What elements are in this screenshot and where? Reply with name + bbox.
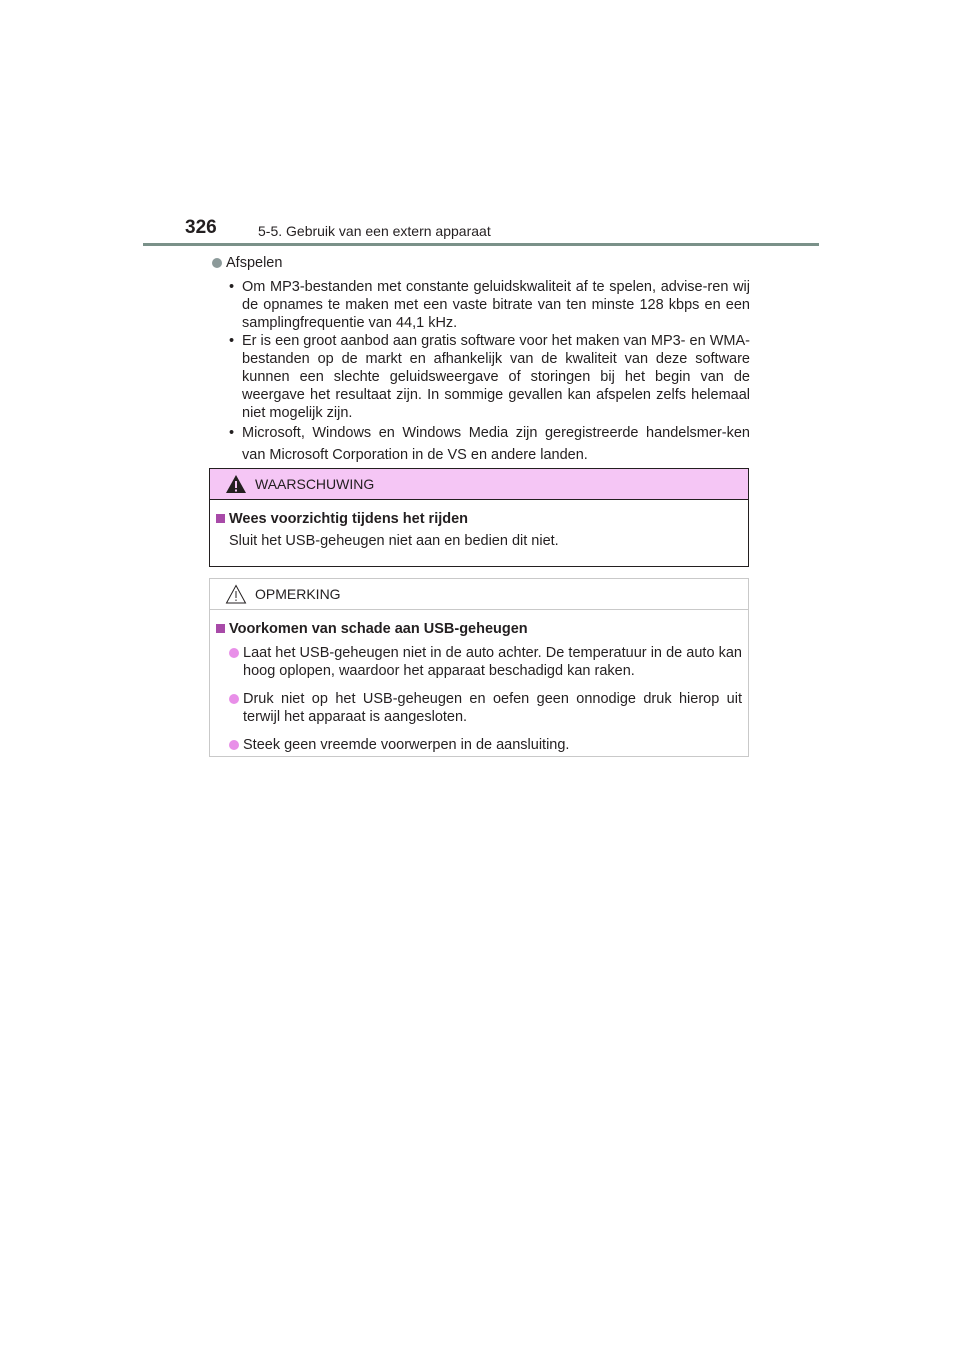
playback-section <box>210 254 750 466</box>
warning-header <box>210 469 748 500</box>
warning-item-heading <box>216 510 742 528</box>
warning-title: WAARSCHUWING <box>255 476 375 492</box>
list-item <box>210 332 750 422</box>
warning-triangle-icon <box>225 474 247 494</box>
bullet-dot-icon: • <box>229 279 235 295</box>
warning-item-text: Sluit het USB-geheugen niet aan en bedien dit niet. <box>229 533 559 549</box>
list-item <box>216 736 742 754</box>
bullet-dot-icon: • <box>229 333 235 349</box>
circle-bullet-icon <box>229 694 239 704</box>
notice-box <box>209 578 749 757</box>
list-item <box>210 422 750 466</box>
page-header <box>143 214 819 248</box>
list-item <box>216 690 742 726</box>
notice-title: OPMERKING <box>255 586 341 602</box>
square-bullet-icon <box>216 514 225 523</box>
notice-header <box>210 579 748 610</box>
section-title: 5-5. Gebruik van een extern apparaat <box>258 223 491 239</box>
page-number: 326 <box>185 217 217 238</box>
playback-heading <box>210 254 750 272</box>
notice-list <box>216 644 742 754</box>
circle-bullet-icon <box>229 740 239 750</box>
header-divider <box>143 243 819 246</box>
list-item-text: Er is een groot aanbod aan gratis software voor het maken van MP3- en WMA-bestanden op de markt en afhankelijk van de kwaliteit van deze software kunnen een slechte geluidsweergave of storingen bij het begin van de weergave het resultaat zijn. In sommige gevallen kan afspelen zelfs helemaal niet mogelijk zijn. <box>242 333 750 421</box>
notice-triangle-icon <box>225 584 247 604</box>
list-item <box>210 278 750 332</box>
list-item <box>216 644 742 680</box>
bullet-dot-icon: • <box>229 425 235 441</box>
list-item-text: Om MP3-bestanden met constante geluidskwaliteit af te spelen, advise-ren wij de opnames te maken met een vaste bitrate van ten minste 128 kbps en een samplingfrequentie van 44,1 kHz. <box>242 279 750 331</box>
playback-heading-text: Afspelen <box>226 255 283 271</box>
list-item-text: Microsoft, Windows en Windows Media zijn geregistreerde handelsmer-ken van Microsoft Corporation in de VS en andere landen. <box>242 425 750 463</box>
warning-item-heading-text: Wees voorzichtig tijdens het rijden <box>229 511 469 527</box>
circle-bullet-icon <box>212 258 222 268</box>
notice-item-heading <box>216 620 742 638</box>
warning-body <box>210 500 748 550</box>
playback-list <box>210 278 750 466</box>
list-item-text: Druk niet op het USB-geheugen en oefen geen onnodige druk hierop uit terwijl het apparaat is aangesloten. <box>243 691 742 725</box>
square-bullet-icon <box>216 624 225 633</box>
warning-box <box>209 468 749 567</box>
notice-item-heading-text: Voorkomen van schade aan USB-geheugen <box>229 621 528 637</box>
notice-body <box>210 610 748 754</box>
list-item-text: Laat het USB-geheugen niet in de auto achter. De temperatuur in de auto kan hoog oplopen, waardoor het apparaat beschadigd kan raken. <box>243 645 742 679</box>
circle-bullet-icon <box>229 648 239 658</box>
list-item-text: Steek geen vreemde voorwerpen in de aansluiting. <box>243 737 570 753</box>
